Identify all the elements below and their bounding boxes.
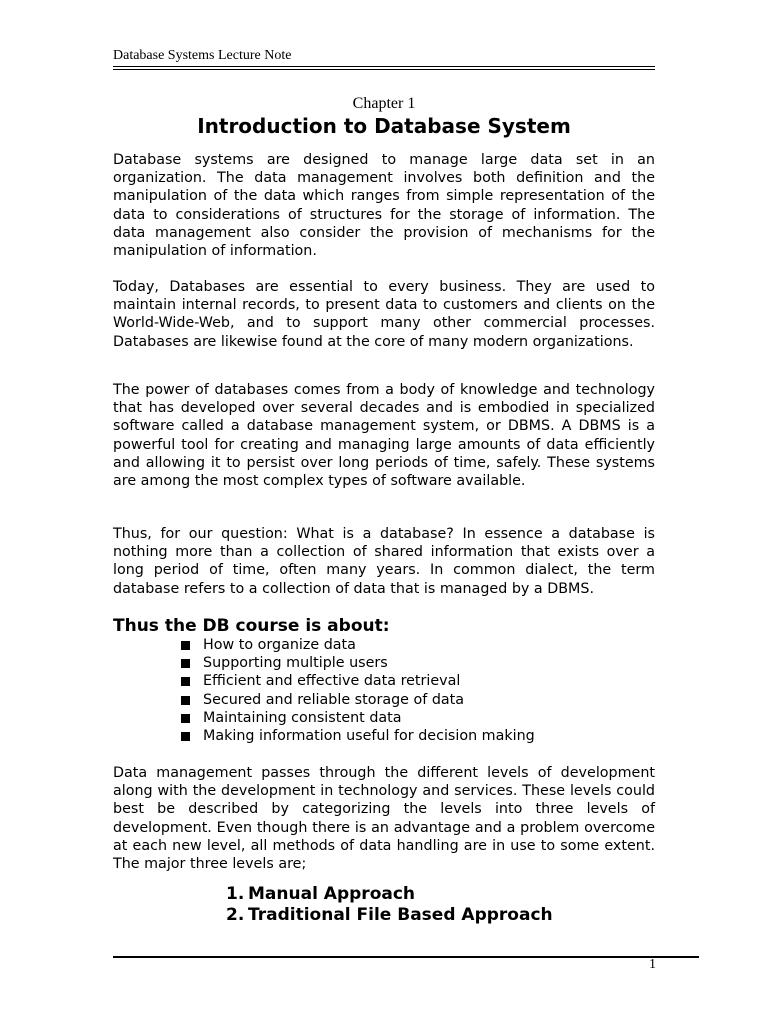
level-label: Manual Approach [248,884,416,904]
square-bullet-icon [181,659,190,668]
levels-list [226,884,553,926]
list-item [181,672,535,690]
list-item [181,636,535,654]
square-bullet-icon [181,696,190,705]
page-number: 1 [649,957,656,972]
header-rule [113,69,655,70]
list-item-text: Efficient and effective data retrieval [203,673,461,690]
course-topics-list [181,636,535,745]
list-item-text: Making information useful for decision making [203,728,535,745]
level-item [226,905,553,926]
list-item [181,654,535,672]
paragraph: Data management passes through the different levels of development along with the development in technology and services. These levels could best be described by categorizing the levels into three levels of development. Even though there is an advantage and a problem overcome at each new level, all methods of data handling are in use to some extent. The major three levels are; [113,765,655,873]
list-item [181,691,535,709]
paragraph: Today, Databases are essential to every business. They are used to maintain internal records, to present data to customers and clients on the World-Wide-Web, and to support many other commercial processes. Databases are likewise found at the core of many modern organizations. [113,279,655,350]
running-title: Database Systems Lecture Note [113,48,292,63]
chapter-title: Introduction to Database System [197,114,571,138]
header-rule [113,66,655,67]
list-item-text: Maintaining consistent data [203,709,402,726]
level-label: Traditional File Based Approach [248,905,553,925]
square-bullet-icon [181,714,190,723]
list-item [181,727,535,745]
paragraph: Database systems are designed to manage large data set in an organization. The data management involves both definition and the manipulation of the data which ranges from simple representation of the data to considerations of structures for the storage of information. The data management also consider the provision of mechanisms for the manipulation of information. [113,152,655,260]
level-number: 2. [226,905,245,925]
paragraph: The power of databases comes from a body of knowledge and technology that has developed over several decades and is embodied in specialized software called a database management system, or DBMS. A DBMS is a powerful tool for creating and managing large amounts of data efficiently and allowing it to persist over long periods of time, safely. These systems are among the most complex types of software available. [113,382,655,490]
square-bullet-icon [181,677,190,686]
square-bullet-icon [181,732,190,741]
list-item-text: Secured and reliable storage of data [203,691,465,708]
square-bullet-icon [181,641,190,650]
list-item [181,709,535,727]
footer-rule [113,956,699,958]
level-number: 1. [226,884,245,904]
list-item-text: How to organize data [203,637,356,653]
list-item-text: Supporting multiple users [203,655,388,672]
level-item [226,884,553,905]
chapter-label: Chapter 1 [352,95,416,112]
section-heading: Thus the DB course is about: [113,616,390,636]
paragraph: Thus, for our question: What is a database? In essence a database is nothing more than a collection of shared information that exists over a long period of time, often many years. In common dialect, the term database refers to a collection of data that is managed by a DBMS. [113,526,655,597]
